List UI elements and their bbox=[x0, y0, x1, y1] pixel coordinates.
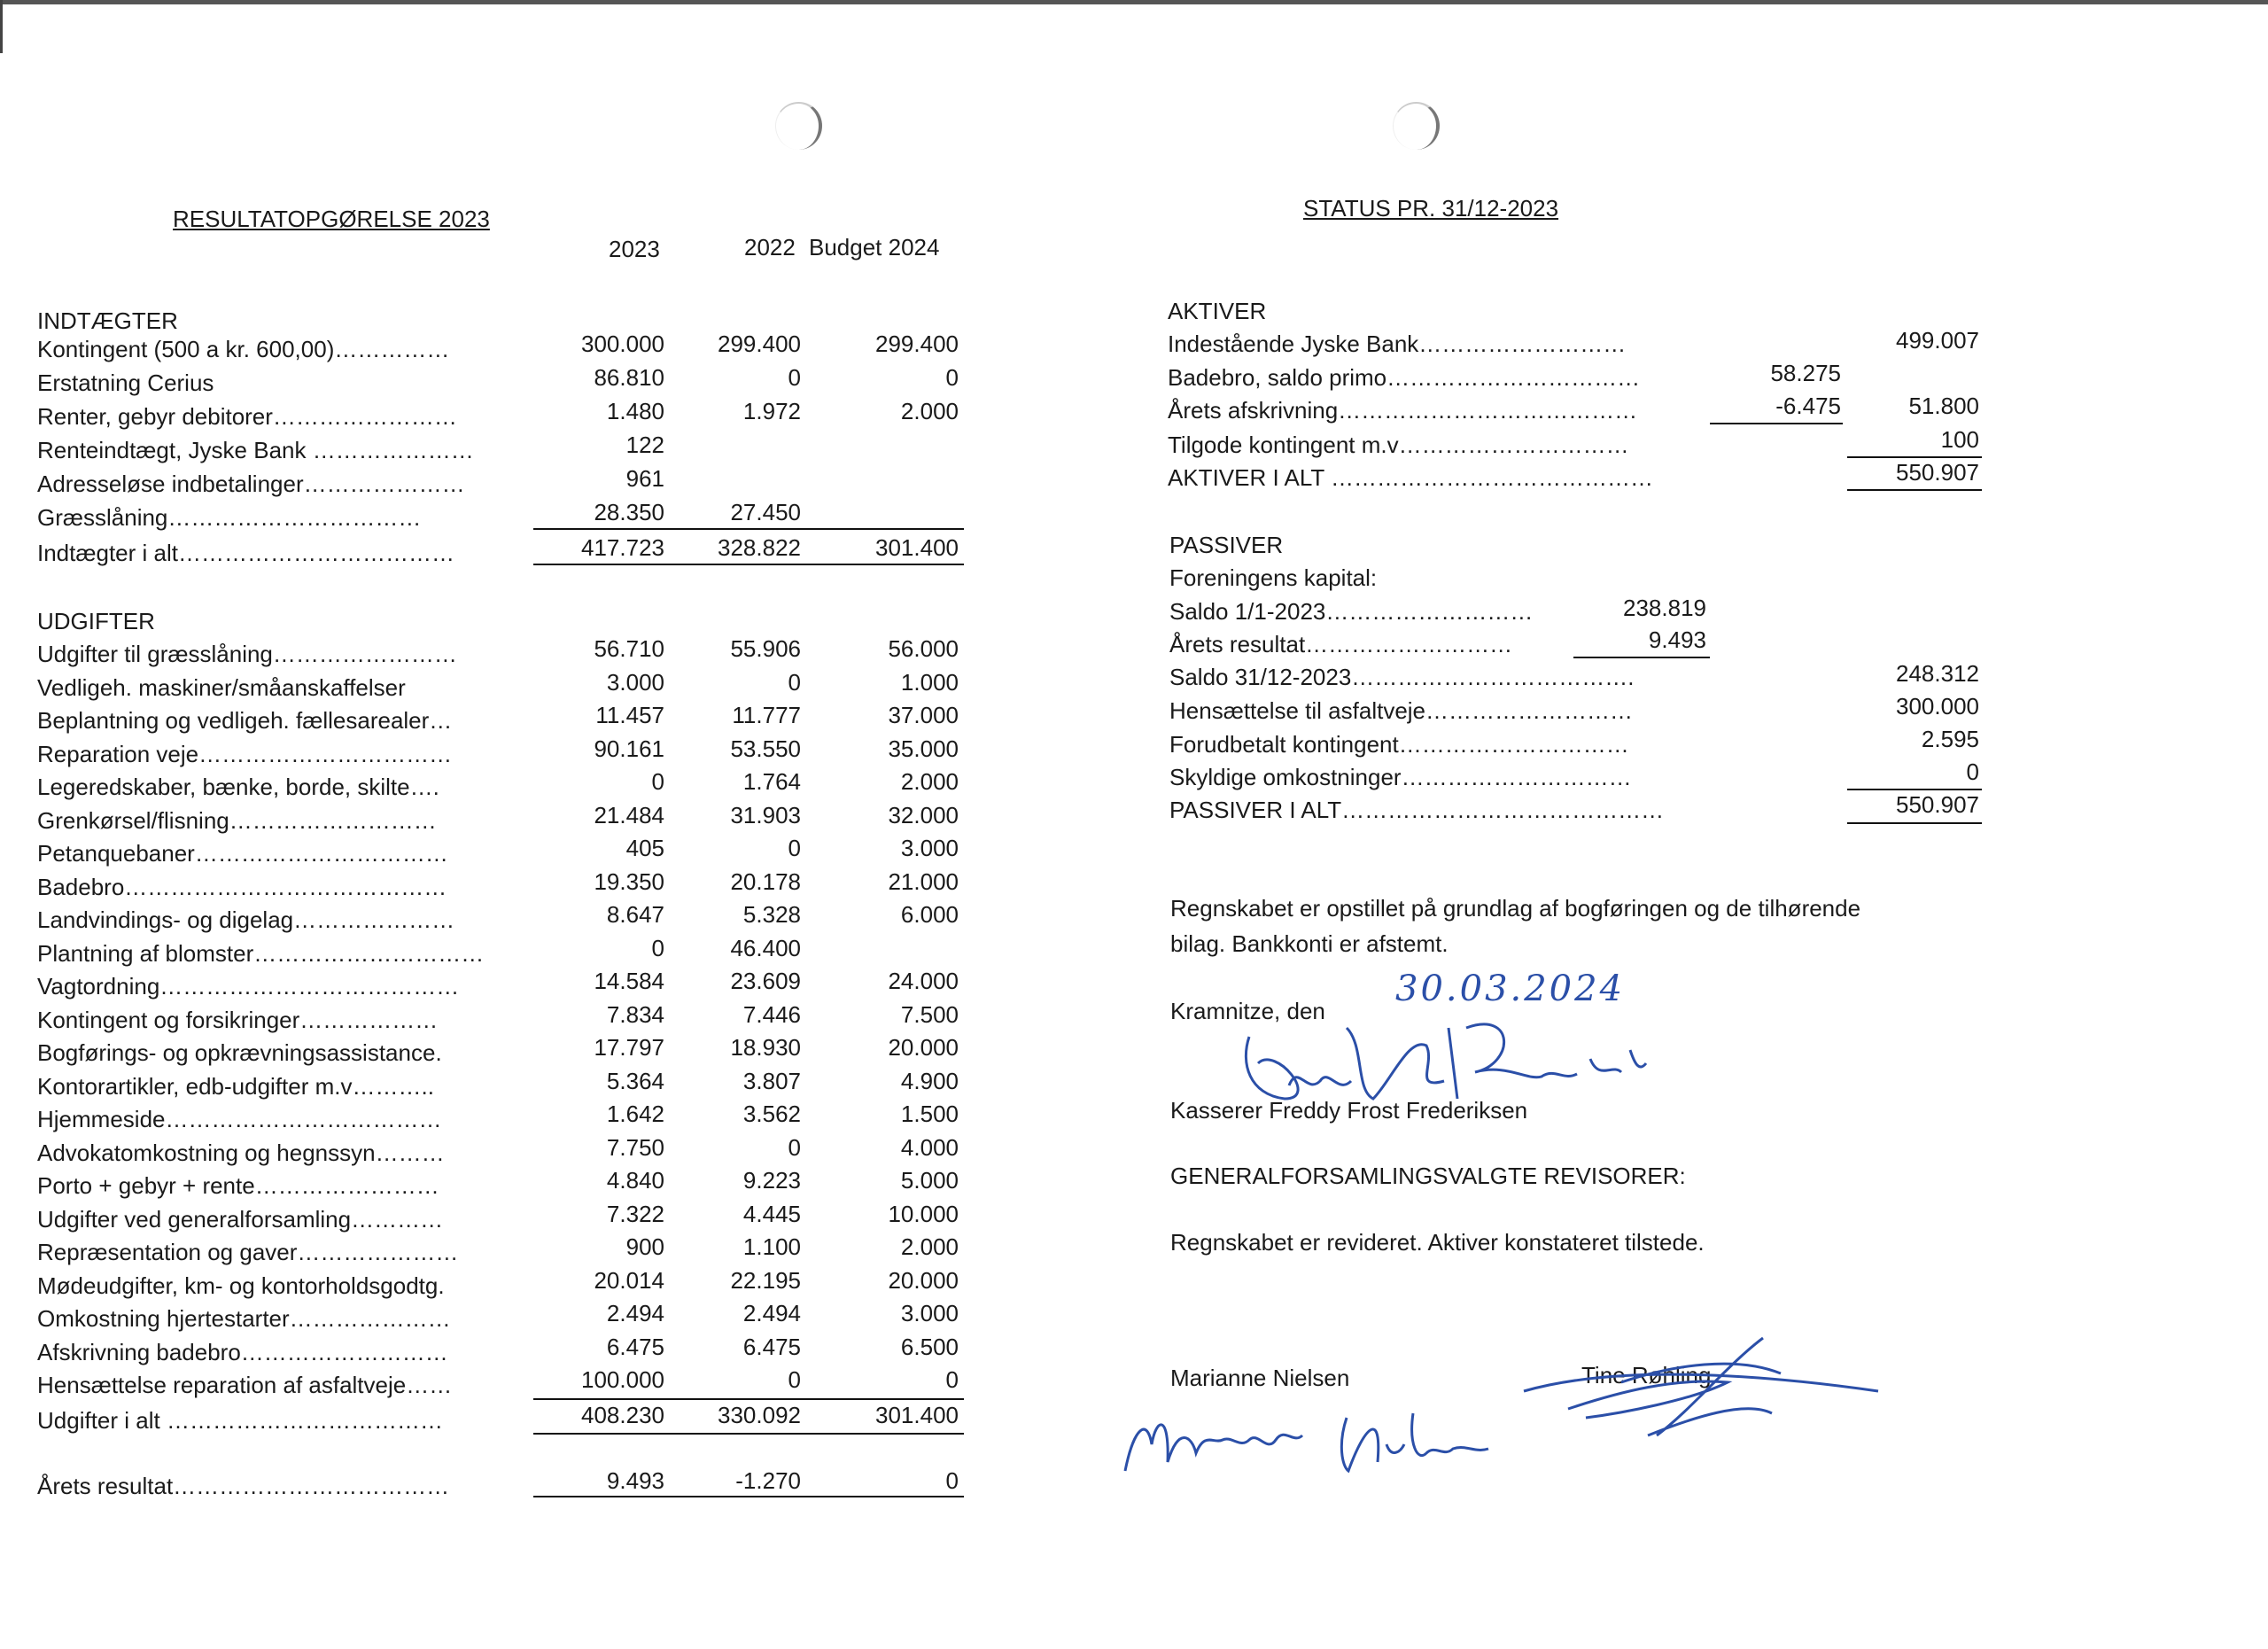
value-budget-2024: 56.000 bbox=[888, 635, 959, 662]
value-budget-2024: 4.900 bbox=[900, 1067, 959, 1094]
value-2022: 2.494 bbox=[742, 1300, 801, 1326]
handwritten-date: 30.03.2024 bbox=[1395, 968, 1626, 1009]
value-2023: 3.000 bbox=[606, 668, 664, 696]
value-2022: 4.445 bbox=[742, 1200, 801, 1227]
result-row bbox=[0, 1467, 1063, 1499]
value-budget-2024: 0 bbox=[945, 364, 959, 391]
bank-deposit-label: Indestående Jyske Bank……………………… bbox=[1168, 331, 1627, 357]
value-2022: -1.270 bbox=[735, 1467, 801, 1494]
value-2023: 408.230 bbox=[581, 1402, 664, 1428]
audit-statement: Regnskabet er revideret. Aktiver konstateret tilstede. bbox=[1170, 1229, 1705, 1256]
row-label: Erstatning Cerius bbox=[37, 369, 214, 396]
value-2022: 0 bbox=[788, 668, 801, 696]
table-row bbox=[0, 1201, 1063, 1233]
value-2023: 7.834 bbox=[606, 1000, 664, 1028]
value-2023: 14.584 bbox=[594, 968, 664, 994]
table-row bbox=[0, 935, 1063, 967]
assets-heading: AKTIVER bbox=[1168, 298, 1267, 324]
value-budget-2024: 5.000 bbox=[900, 1167, 959, 1194]
row-label: Udgifter til græsslåning…………………… bbox=[37, 641, 457, 667]
value-2023: 7.750 bbox=[606, 1133, 664, 1161]
value-2023: 2.494 bbox=[606, 1300, 664, 1326]
value-2023: 1.480 bbox=[606, 398, 664, 424]
value-budget-2024: 2.000 bbox=[900, 768, 959, 795]
assets-total-label: AKTIVER I ALT …………………………………… bbox=[1168, 464, 1653, 491]
year-result-rule bbox=[1573, 657, 1710, 658]
table-row bbox=[0, 1068, 1063, 1100]
row-label: Omkostning hjertestarter………………… bbox=[37, 1305, 451, 1332]
row-label: Bogførings- og opkrævningsassistance. bbox=[37, 1039, 442, 1066]
value-2023: 17.797 bbox=[594, 1034, 664, 1061]
year-result-label: Årets resultat……………………… bbox=[1169, 631, 1513, 657]
scan-left-edge bbox=[0, 0, 3, 53]
table-row bbox=[0, 835, 1063, 867]
table-row bbox=[0, 1300, 1063, 1332]
accrued-costs-label: Skyldige omkostninger………………………… bbox=[1169, 764, 1632, 790]
table-row bbox=[0, 1267, 1063, 1299]
table-row bbox=[0, 499, 1063, 531]
value-2023: 8.647 bbox=[606, 901, 664, 928]
table-row bbox=[0, 398, 1063, 430]
value-budget-2024: 301.400 bbox=[875, 1402, 959, 1428]
table-row bbox=[0, 1034, 1063, 1066]
treasurer-name: Kasserer Freddy Frost Frederiksen bbox=[1170, 1097, 1528, 1124]
value-budget-2024: 20.000 bbox=[888, 1266, 959, 1294]
auditor-2-name: Tine Røhling bbox=[1581, 1362, 1712, 1388]
table-row bbox=[0, 1134, 1063, 1166]
equity-subheading: Foreningens kapital: bbox=[1169, 564, 1378, 591]
value-2023: 4.840 bbox=[606, 1167, 664, 1194]
value-2022: 1.972 bbox=[742, 398, 801, 424]
value-budget-2024: 3.000 bbox=[900, 1300, 959, 1326]
auditor-1-name: Marianne Nielsen bbox=[1170, 1365, 1350, 1391]
value-budget-2024: 6.500 bbox=[900, 1333, 959, 1360]
row-label: Petanquebaner…………………………… bbox=[37, 840, 448, 867]
opening-balance-value: 238.819 bbox=[1623, 595, 1706, 621]
value-2022: 5.328 bbox=[742, 901, 801, 928]
value-2023: 6.475 bbox=[606, 1333, 664, 1360]
income-subtotal-rule bbox=[533, 528, 964, 530]
value-2023: 417.723 bbox=[581, 534, 664, 561]
row-label: Repræsentation og gaver………………… bbox=[37, 1239, 459, 1265]
punch-hole-right bbox=[1393, 102, 1440, 150]
value-budget-2024: 37.000 bbox=[888, 702, 959, 728]
value-2022: 7.446 bbox=[742, 1000, 801, 1028]
expenses-total-rule bbox=[533, 1433, 964, 1435]
value-2023: 56.710 bbox=[594, 635, 664, 662]
value-budget-2024: 0 bbox=[945, 1366, 959, 1393]
row-label: Kontorartikler, edb-udgifter m.v……….. bbox=[37, 1072, 434, 1100]
value-2022: 27.450 bbox=[730, 499, 801, 525]
value-2022: 0 bbox=[788, 364, 801, 391]
value-budget-2024: 32.000 bbox=[888, 801, 959, 828]
row-label: Udgifter i alt ……………………………… bbox=[37, 1407, 443, 1434]
row-label: Mødeudgifter, km- og kontorholdsgodtg. bbox=[37, 1272, 445, 1299]
table-row bbox=[0, 735, 1063, 767]
row-label: Vedligeh. maskiner/småanskaffelser bbox=[37, 673, 406, 701]
table-row bbox=[0, 364, 1063, 396]
value-2022: 18.930 bbox=[730, 1034, 801, 1061]
value-budget-2024: 2.000 bbox=[900, 1233, 959, 1260]
value-budget-2024: 6.000 bbox=[900, 901, 959, 928]
value-budget-2024: 10.000 bbox=[888, 1200, 959, 1227]
table-row bbox=[0, 669, 1063, 701]
place-and-date-label: Kramnitze, den bbox=[1170, 998, 1325, 1024]
table-row bbox=[0, 802, 1063, 834]
row-label: Reparation veje…………………………… bbox=[37, 740, 453, 767]
value-2022: 55.906 bbox=[730, 635, 801, 662]
row-label: Hjemmeside……………………………… bbox=[37, 1106, 442, 1132]
depreciation-value: 51.800 bbox=[1908, 393, 1979, 419]
value-2022: 1.100 bbox=[742, 1233, 801, 1260]
value-2023: 0 bbox=[651, 934, 664, 961]
value-2022: 3.562 bbox=[742, 1101, 801, 1127]
balance-title: STATUS PR. 31/12-2023 bbox=[1303, 195, 1559, 222]
value-budget-2024: 35.000 bbox=[888, 735, 959, 762]
value-2022: 23.609 bbox=[730, 968, 801, 994]
bathing-pier-label: Badebro, saldo primo…………………………… bbox=[1168, 364, 1641, 391]
value-2023: 900 bbox=[625, 1233, 664, 1260]
value-budget-2024: 1.500 bbox=[900, 1101, 959, 1127]
closing-balance-label: Saldo 31/12-2023………………………………. bbox=[1169, 664, 1635, 690]
row-label: Advokatomkostning og hegnssyn……… bbox=[37, 1139, 445, 1166]
value-2022: 11.777 bbox=[732, 702, 801, 728]
col-header-budget-2024: Budget 2024 bbox=[809, 234, 940, 261]
value-2023: 86.810 bbox=[594, 364, 664, 391]
value-2022: 1.764 bbox=[742, 768, 801, 795]
col-header-2022: 2022 bbox=[744, 234, 796, 261]
liabilities-total-value: 550.907 bbox=[1896, 791, 1979, 818]
value-2022: 330.092 bbox=[718, 1402, 801, 1428]
income-statement-title: RESULTATOPGØRELSE 2023 bbox=[173, 206, 490, 232]
statement-line-2: bilag. Bankkonti er afstemt. bbox=[1170, 930, 1449, 957]
closing-balance-value: 248.312 bbox=[1896, 660, 1979, 687]
auditors-heading: GENERALFORSAMLINGSVALGTE REVISORER: bbox=[1170, 1163, 1686, 1189]
value-budget-2024: 299.400 bbox=[875, 331, 959, 357]
bathing-pier-value: 58.275 bbox=[1770, 360, 1841, 386]
table-row bbox=[0, 635, 1063, 667]
value-budget-2024: 0 bbox=[945, 1467, 959, 1494]
liabilities-total-rule bbox=[1847, 822, 1982, 824]
value-budget-2024: 21.000 bbox=[888, 867, 959, 895]
depreciation-label: Årets afskrivning………………………………… bbox=[1168, 397, 1638, 424]
value-budget-2024: 24.000 bbox=[888, 968, 959, 994]
row-label: Grenkørsel/flisning……………………… bbox=[37, 806, 437, 834]
value-2023: 90.161 bbox=[594, 735, 664, 762]
table-row bbox=[0, 1001, 1063, 1033]
table-row bbox=[0, 1334, 1063, 1365]
prepaid-fees-label: Forudbetalt kontingent………………………… bbox=[1169, 731, 1629, 758]
value-budget-2024: 301.400 bbox=[875, 534, 959, 561]
row-label: Udgifter ved generalforsamling………… bbox=[37, 1205, 444, 1233]
value-2023: 21.484 bbox=[594, 801, 664, 828]
row-label: Afskrivning badebro……………………… bbox=[37, 1338, 448, 1365]
value-2023: 5.364 bbox=[606, 1067, 664, 1094]
table-row bbox=[0, 1167, 1063, 1199]
value-2023: 20.014 bbox=[594, 1266, 664, 1294]
value-2022: 9.223 bbox=[742, 1167, 801, 1194]
value-2023: 28.350 bbox=[594, 499, 664, 525]
opening-balance-label: Saldo 1/1-2023……………………… bbox=[1169, 598, 1534, 625]
value-budget-2024: 20.000 bbox=[888, 1034, 959, 1061]
value-2022: 328.822 bbox=[718, 534, 801, 561]
table-row bbox=[0, 901, 1063, 933]
value-2022: 46.400 bbox=[730, 934, 801, 961]
value-budget-2024: 4.000 bbox=[900, 1133, 959, 1161]
value-2023: 11.457 bbox=[595, 702, 664, 728]
row-label: Badebro…………………………………… bbox=[37, 873, 447, 900]
depreciation-rule bbox=[1710, 423, 1843, 424]
row-label: Kontingent (500 a kr. 600,00)…………… bbox=[37, 336, 450, 362]
row-label: Porto + gebyr + rente…………………… bbox=[37, 1172, 439, 1199]
asphalt-provision-label: Hensættelse til asfaltveje……………………… bbox=[1169, 697, 1634, 724]
row-label: Landvindings- og digelag………………… bbox=[37, 906, 455, 933]
auditor-1-signature bbox=[1116, 1391, 1524, 1489]
asphalt-provision-value: 300.000 bbox=[1896, 693, 1979, 719]
row-label: Legeredskaber, bænke, borde, skilte…. bbox=[37, 774, 439, 800]
row-label: Adresseløse indbetalinger………………… bbox=[37, 471, 465, 497]
depreciation-sub-value: -6.475 bbox=[1775, 393, 1841, 419]
value-2023: 0 bbox=[651, 768, 664, 795]
income-total-rule bbox=[533, 564, 964, 565]
value-budget-2024: 7.500 bbox=[900, 1000, 959, 1028]
income-total-row bbox=[0, 534, 1063, 566]
row-label: Vagtordning………………………………… bbox=[37, 973, 460, 1000]
table-row bbox=[0, 1233, 1063, 1265]
auditor-2-signature bbox=[1515, 1329, 1887, 1462]
value-budget-2024: 3.000 bbox=[900, 835, 959, 861]
assets-total-value: 550.907 bbox=[1896, 459, 1979, 486]
value-budget-2024: 2.000 bbox=[900, 398, 959, 424]
row-label: Plantning af blomster………………………… bbox=[37, 939, 485, 967]
value-2023: 9.493 bbox=[606, 1467, 664, 1494]
value-2023: 300.000 bbox=[581, 331, 664, 357]
table-row bbox=[0, 768, 1063, 800]
value-2023: 19.350 bbox=[594, 867, 664, 895]
value-2022: 3.807 bbox=[742, 1067, 801, 1094]
assets-subtotal-rule bbox=[1847, 456, 1982, 458]
row-label: Hensættelse reparation af asfaltveje…… bbox=[37, 1372, 453, 1398]
col-header-2023: 2023 bbox=[609, 236, 660, 262]
scan-top-edge bbox=[0, 0, 2268, 4]
expenses-heading: UDGIFTER bbox=[37, 608, 155, 634]
table-row bbox=[0, 1366, 1063, 1398]
row-label: Græsslåning…………………………… bbox=[37, 504, 422, 531]
accrued-costs-value: 0 bbox=[1966, 758, 1979, 785]
row-label: Renter, gebyr debitorer…………………… bbox=[37, 403, 457, 430]
value-2023: 7.322 bbox=[606, 1200, 664, 1227]
value-2023: 405 bbox=[625, 835, 664, 861]
table-row bbox=[0, 432, 1063, 463]
row-label: Kontingent og forsikringer……………… bbox=[37, 1006, 439, 1033]
value-2022: 299.400 bbox=[718, 331, 801, 357]
receivable-label: Tilgode kontingent m.v………………………… bbox=[1168, 432, 1629, 458]
table-row bbox=[0, 331, 1063, 362]
row-label: Renteindtægt, Jyske Bank ………………… bbox=[37, 437, 474, 463]
value-2022: 31.903 bbox=[730, 801, 801, 828]
value-2022: 53.550 bbox=[730, 735, 801, 762]
row-label: Indtægter i alt……………………………… bbox=[37, 540, 454, 566]
value-2023: 100.000 bbox=[581, 1366, 664, 1393]
expenses-total-row bbox=[0, 1402, 1063, 1434]
table-row bbox=[0, 968, 1063, 1000]
liabilities-heading: PASSIVER bbox=[1169, 532, 1284, 558]
table-row bbox=[0, 702, 1063, 734]
prepaid-fees-value: 2.595 bbox=[1921, 726, 1979, 752]
value-2022: 22.195 bbox=[730, 1266, 801, 1294]
table-row bbox=[0, 465, 1063, 497]
year-result-value: 9.493 bbox=[1648, 626, 1706, 653]
value-2022: 0 bbox=[788, 1133, 801, 1161]
value-2022: 0 bbox=[788, 835, 801, 861]
statement-line-1: Regnskabet er opstillet på grundlag af bogføringen og de tilhørende bbox=[1170, 895, 1861, 922]
table-row bbox=[0, 868, 1063, 900]
value-budget-2024: 1.000 bbox=[900, 668, 959, 696]
assets-total-rule bbox=[1847, 489, 1982, 491]
liabilities-subtotal-rule bbox=[1847, 789, 1982, 790]
value-2023: 961 bbox=[625, 465, 664, 492]
value-2023: 1.642 bbox=[606, 1101, 664, 1127]
row-label: Beplantning og vedligeh. fællesarealer… bbox=[37, 707, 453, 734]
result-rule bbox=[533, 1496, 964, 1497]
receivable-value: 100 bbox=[1940, 426, 1979, 453]
value-2022: 6.475 bbox=[742, 1333, 801, 1360]
expenses-subtotal-rule bbox=[533, 1398, 964, 1400]
punch-hole-left bbox=[775, 102, 822, 150]
row-label: Årets resultat……………………………… bbox=[37, 1473, 450, 1499]
table-row bbox=[0, 1101, 1063, 1132]
value-2022: 0 bbox=[788, 1366, 801, 1393]
bank-deposit-value: 499.007 bbox=[1896, 327, 1979, 354]
value-2023: 122 bbox=[625, 432, 664, 458]
value-2022: 20.178 bbox=[730, 867, 801, 895]
income-heading: INDTÆGTER bbox=[37, 307, 178, 334]
liabilities-total-label: PASSIVER I ALT…………………………………… bbox=[1169, 797, 1665, 823]
